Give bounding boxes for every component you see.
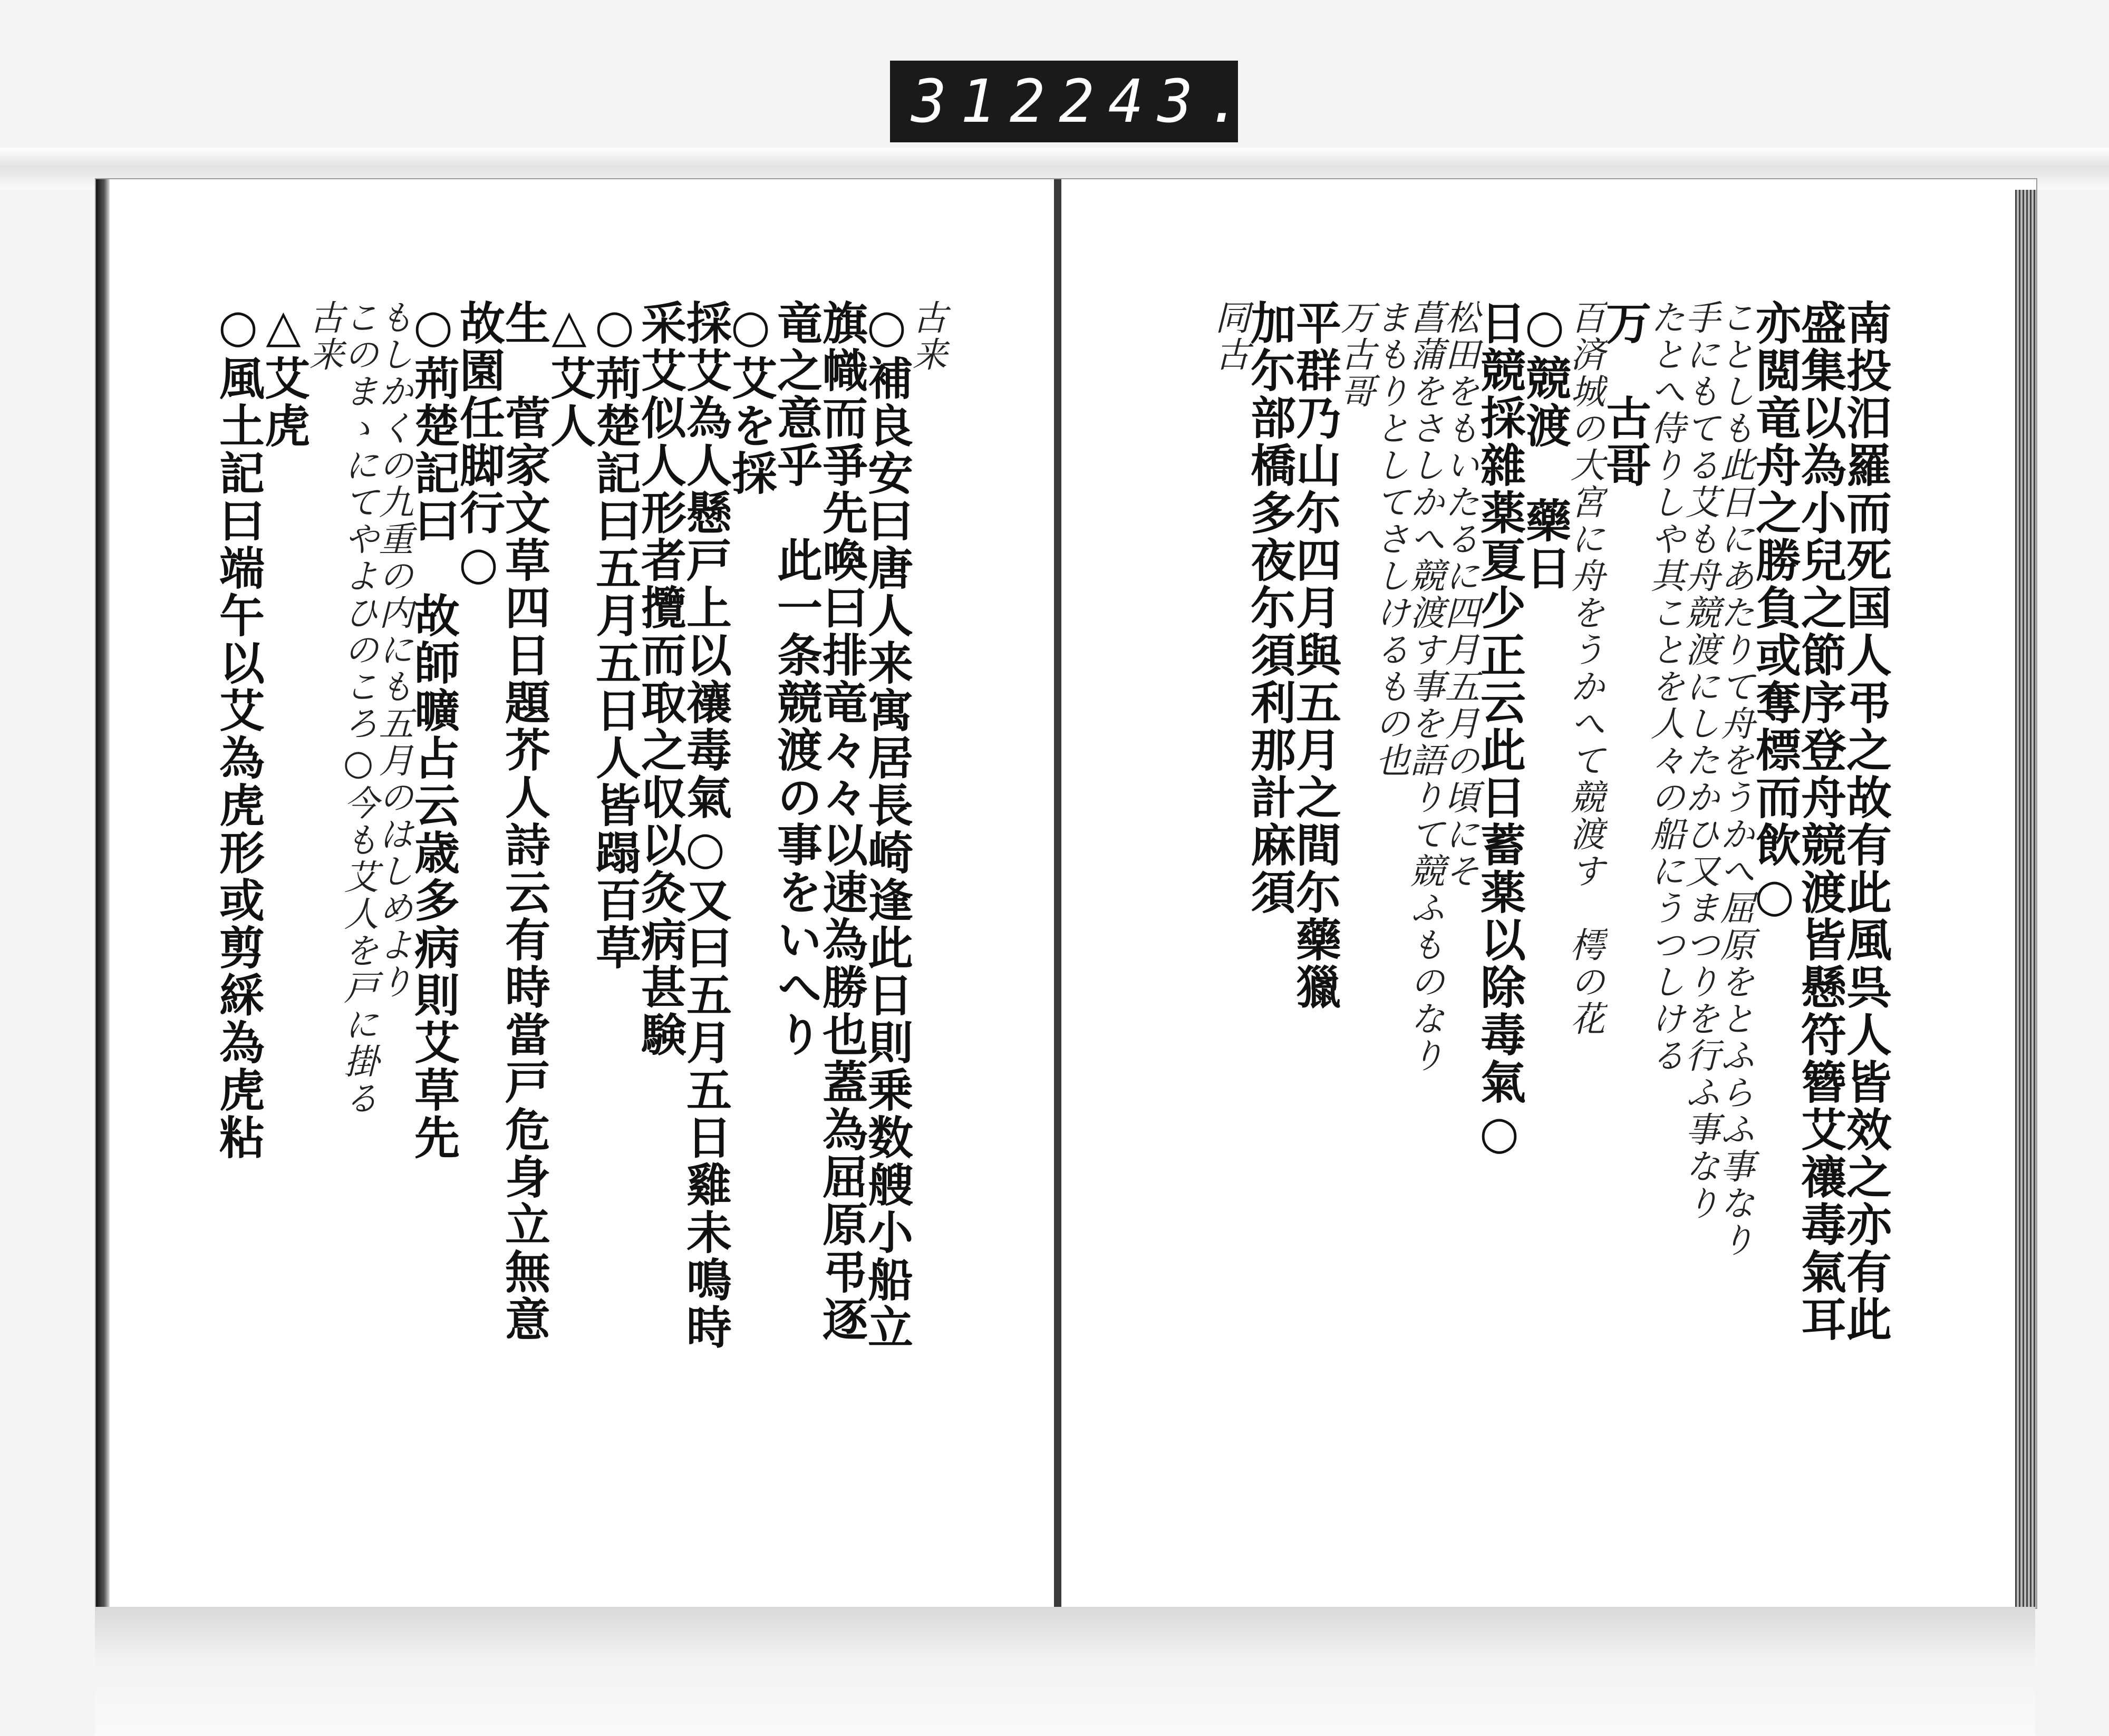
text-column: 亦閲竜舟之勝負或奪標而飲○	[1748, 299, 1801, 924]
text-column: 平群乃山尓四月與五月之間尓藥獵	[1288, 299, 1341, 1011]
text-column: 万古哥	[1334, 299, 1375, 410]
text-column: 日競採雜薬夏少正云此日蓄薬以除毒氣○	[1473, 299, 1526, 1161]
text-column: ○風土記曰端午以艾為虎形或剪綵為虎粘	[211, 299, 265, 1161]
text-column: このまゝにてやよひのころ○今も艾人を戸に掛る	[338, 299, 379, 1117]
text-column: 菖蒲をさしかへ競渡す事を語りて競ふものなり	[1404, 299, 1445, 1074]
microfilm-frame-label	[890, 61, 1256, 142]
text-column: △艾人	[543, 299, 596, 450]
left-page	[53, 299, 947, 1565]
frame-number: 243.	[1059, 67, 1256, 136]
text-column: 故園任脚行○	[452, 299, 505, 592]
text-column: ○艾を採	[724, 299, 777, 497]
scan-bottom-margin	[95, 1607, 2035, 1736]
text-column: 松田をもいたるに四月五月の頃にそ	[1439, 299, 1479, 890]
text-column: もしかくの九重の内にも五月のはしめより	[373, 299, 413, 1001]
text-column: 竜之意乎 此一条競渡の事をいへり	[769, 299, 823, 1059]
right-page	[991, 299, 1892, 1565]
book-right-edge	[2015, 190, 2036, 1608]
text-column: 手にもてる艾も舟競渡にしたかひ又まつりを行ふ事なり	[1679, 299, 1720, 1222]
text-column: ○競渡 藥日	[1518, 299, 1571, 592]
text-column: 百済城の大宮に舟をうかへて競渡す 樗の花	[1564, 299, 1605, 1037]
text-column: 同古	[1209, 299, 1250, 373]
text-column: 採艾為人懸戸上以禳毒氣○又曰五月五日雞未鳴時	[679, 299, 732, 1351]
text-column: 万 古哥	[1598, 299, 1651, 489]
text-column: 生 菅家文草四日題芥人詩云有時當戸危身立無意	[497, 299, 550, 1343]
text-column: 古来	[303, 299, 344, 373]
text-column: たとへ侍りしや其ことを人々の船にうつしける	[1644, 299, 1685, 1074]
text-column: 采艾似人形者攬而取之収以灸病甚験	[633, 299, 686, 1059]
text-column: ○荊楚記曰 故師曠占云歳多病則艾草先	[407, 299, 460, 1161]
reel-number: 312	[911, 67, 1059, 136]
text-column: 加尓部橋多夜尓須利那計麻須	[1243, 299, 1296, 916]
text-column: まもりとしてさしけるもの也	[1369, 299, 1410, 779]
text-column: ことしも此日にあたりて舟をうかへ屈原をとふらふ事なり	[1714, 299, 1755, 1259]
text-column: 南投汨羅而死国人弔之故有此風呉人皆效之亦有此	[1839, 299, 1892, 1343]
text-column: 盛集以為小兒之節序登舟競渡皆懸符簪艾禳毒氣耳	[1793, 299, 1846, 1343]
text-column: △艾虎	[257, 299, 310, 450]
text-column: ○補良安曰唐人来寓居長崎逢此日則乗数艘小船立	[860, 299, 913, 1351]
text-column: 旗幟而爭先喚曰排竜々々以速為勝也蓋為屈原弔逐	[815, 299, 868, 1343]
text-column: 古来	[906, 299, 947, 373]
text-column: ○荊楚記曰五月五日人皆蹋百草	[588, 299, 641, 972]
